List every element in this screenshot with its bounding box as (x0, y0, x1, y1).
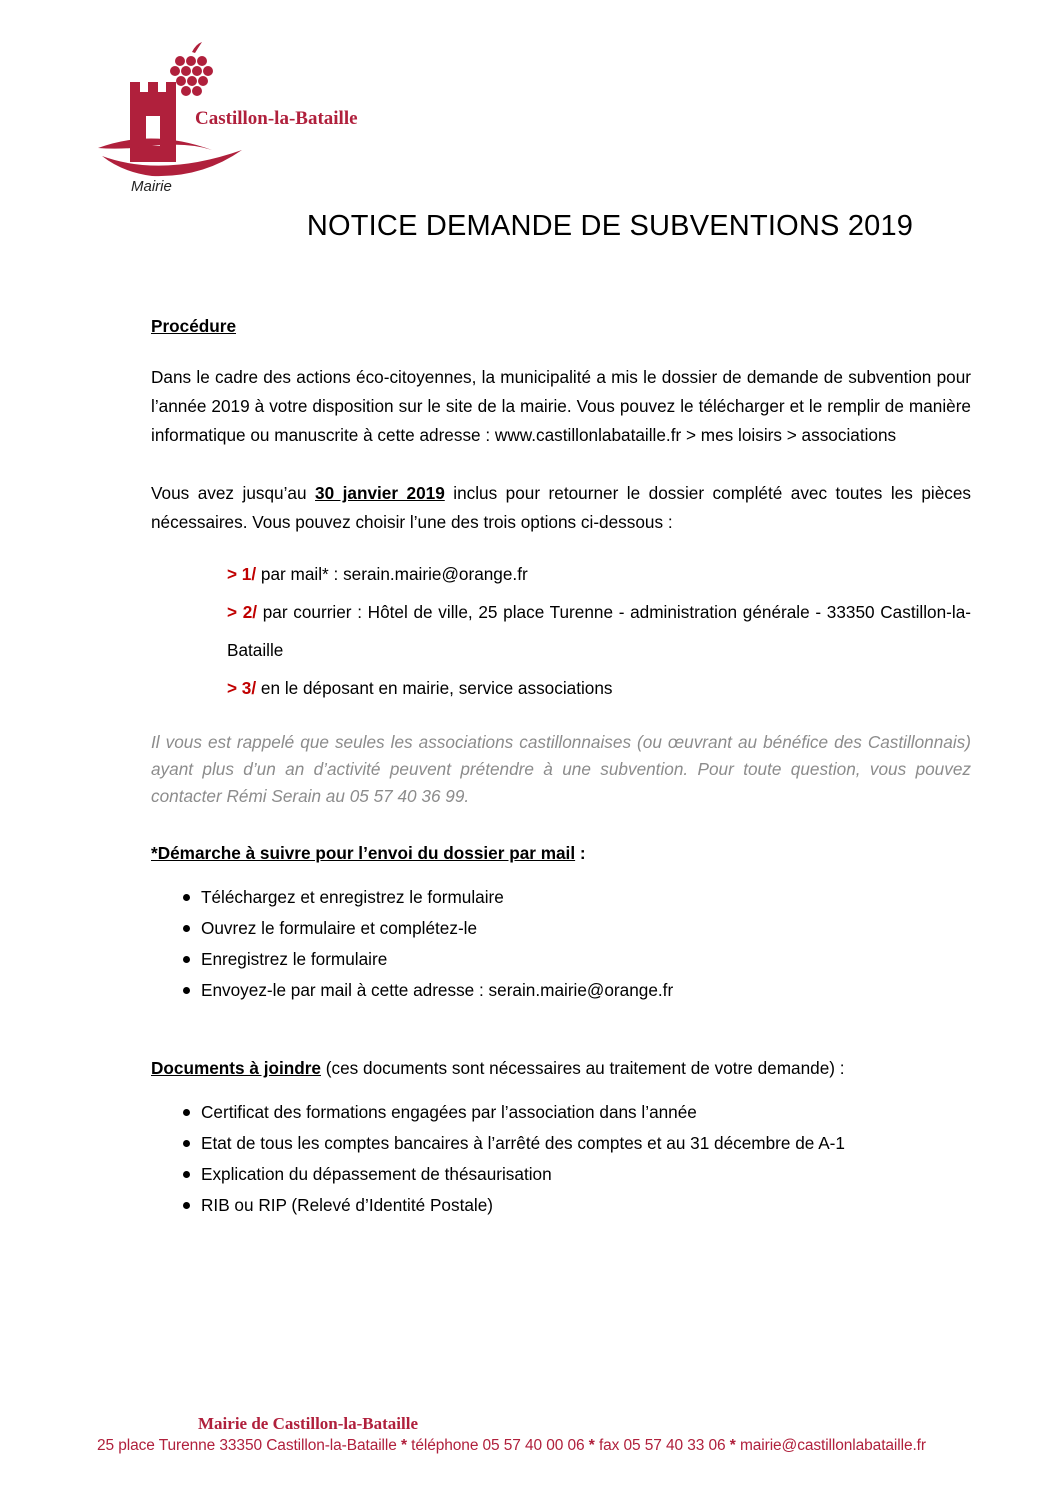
option-3-text: en le déposant en mairie, service associations (256, 678, 613, 698)
list-item: RIB ou RIP (Relevé d’Identité Postale) (183, 1190, 971, 1221)
mail-steps-heading-suffix: : (575, 843, 586, 863)
documents-list (151, 1097, 971, 1221)
mail-steps-heading: *Démarche à suivre pour l’envoi du dossier par mail (151, 843, 576, 863)
logo-town-name: Castillon-la-Bataille (195, 108, 358, 129)
footer-phone: téléphone 05 57 40 00 06 (411, 1437, 585, 1454)
separator-star-icon: * (400, 1437, 407, 1454)
separator-star-icon: * (729, 1437, 736, 1454)
deadline-date: 30 janvier 2019 (315, 483, 445, 503)
option-3 (151, 669, 971, 707)
footer-contact-line (97, 1437, 926, 1455)
option-2-text: par courrier : Hôtel de ville, 25 place Turenne - administration générale - 33350 Castillon-la-Bataille (227, 602, 971, 660)
list-item: Ouvrez le formulaire et complétez-le (183, 913, 971, 944)
list-item: Enregistrez le formulaire (183, 944, 971, 975)
option-1 (151, 555, 971, 593)
option-2 (151, 593, 971, 669)
separator-star-icon: * (588, 1437, 595, 1454)
documents-heading: Documents à joindre (151, 1058, 321, 1078)
deadline-prefix: Vous avez jusqu’au (151, 483, 316, 503)
list-item: Envoyez-le par mail à cette adresse : serain.mairie@orange.fr (183, 975, 971, 1006)
option-3-number: > 3/ (227, 678, 257, 698)
footer-address: 25 place Turenne 33350 Castillon-la-Bataille (97, 1437, 397, 1454)
deadline-paragraph (151, 479, 971, 537)
logo-mairie-label: Mairie (131, 178, 172, 195)
option-1-number: > 1/ (227, 564, 257, 584)
footer-fax: fax 05 57 40 33 06 (598, 1437, 726, 1454)
documents-heading-suffix: (ces documents sont nécessaires au traitement de votre demande) : (321, 1058, 845, 1078)
option-1-text: par mail* : serain.mairie@orange.fr (256, 564, 528, 584)
list-item: Certificat des formations engagées par l’association dans l’année (183, 1097, 971, 1128)
footer-email: mairie@castillonlabataille.fr (739, 1437, 926, 1454)
document-body (151, 312, 971, 1221)
option-2-number: > 2/ (227, 602, 258, 622)
procedure-intro: Dans le cadre des actions éco-citoyennes, la municipalité a mis le dossier de demande de subvention pour l’année 2019 à votre disposition sur le site de la mairie. Vous pouvez le télécharger et le remplir de manière informatique ou manuscrite à cette adresse : www.castillonlabataille.fr > mes loisirs > associations (151, 367, 971, 445)
footer-town-hall-name: Mairie de Castillon-la-Bataille (198, 1414, 419, 1433)
documents-heading-line (151, 1054, 971, 1083)
list-item: Explication du dépassement de thésaurisation (183, 1159, 971, 1190)
document-title: NOTICE DEMANDE DE SUBVENTIONS 2019 (306, 210, 914, 242)
mail-steps-heading-line (151, 839, 971, 868)
procedure-heading: Procédure (151, 316, 237, 336)
eligibility-reminder: Il vous est rappelé que seules les associations castillonnaises (ou œuvrant au bénéfice des Castillonnais) ayant plus d’un an d’activité peuvent prétendre à une subvention. Pour toute question, vous pouvez contacter Rémi Serain au 05 57 40 36 99. (151, 732, 971, 806)
list-item: Etat de tous les comptes bancaires à l’arrêté des comptes et au 31 décembre de A-1 (183, 1128, 971, 1159)
mail-steps-list (151, 882, 971, 1006)
list-item: Téléchargez et enregistrez le formulaire (183, 882, 971, 913)
deadline-suffix: inclus pour retourner le dossier complété avec toutes les pièces nécessaires. Vous pouvez choisir l’une des trois options ci-dessous : (151, 483, 971, 532)
